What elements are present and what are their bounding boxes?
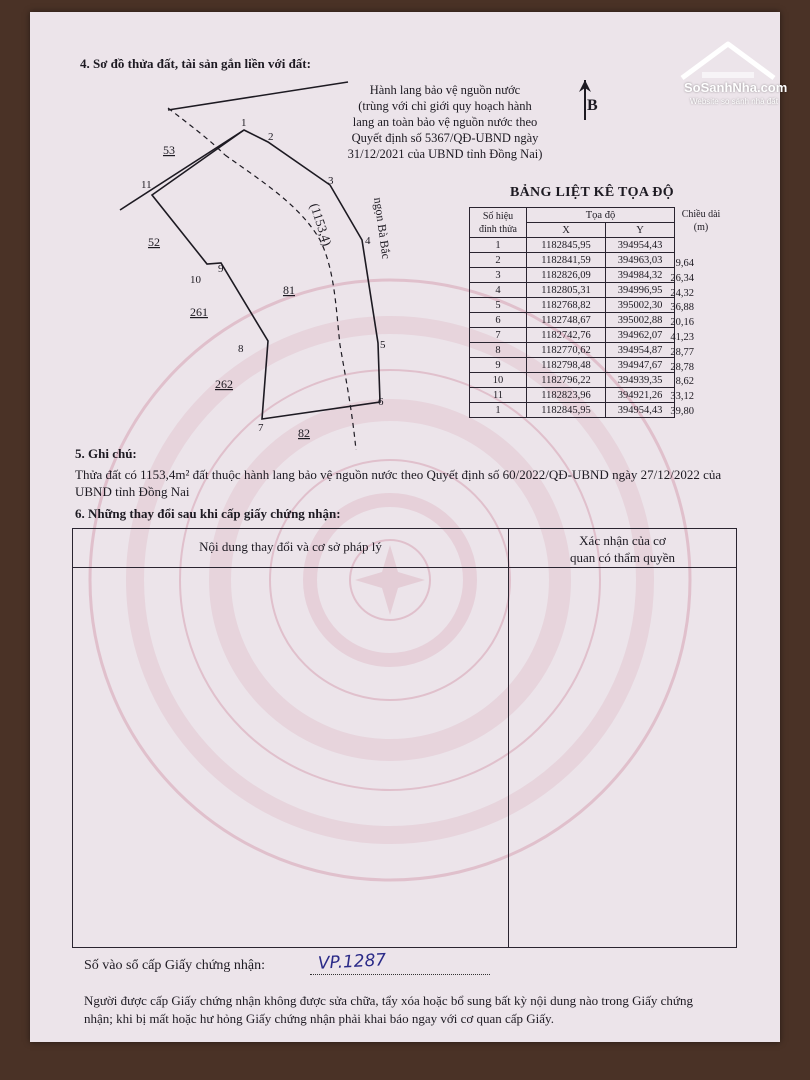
coord-cell-p: 1: [470, 238, 527, 253]
coord-cell-y: 394939,35: [606, 373, 675, 388]
map-vertex-label: 10: [190, 274, 201, 286]
coord-cell-p: 11: [470, 388, 527, 403]
north-arrow-letter: B: [587, 97, 598, 114]
coord-cell-y: 394963,03: [606, 253, 675, 268]
neighbor-parcel-label: 53: [163, 143, 175, 157]
segment-length: 28,77: [670, 346, 694, 358]
segment-length: 8,62: [675, 376, 694, 388]
coord-cell-p: 8: [470, 343, 527, 358]
coord-header-x: X: [527, 223, 606, 238]
segment-length: 20,16: [670, 317, 694, 329]
coord-cell-y: 394954,43: [606, 238, 675, 253]
corridor-note-line: Hành lang bảo vệ nguồn nước: [369, 83, 521, 97]
coord-cell-x: 1182845,95: [527, 238, 606, 253]
neighbor-parcel-label: 261: [190, 305, 208, 319]
neighbor-parcel-label: 82: [298, 426, 310, 440]
changes-header-divider: [73, 567, 736, 568]
stream-label: ngọn Bà Bắc: [371, 196, 394, 260]
registry-label: Số vào sổ cấp Giấy chứng nhận:: [84, 958, 265, 973]
corridor-note-line: (trùng với chỉ giới quy hoạch hành: [358, 99, 532, 113]
neighbor-parcel-label: 262: [215, 377, 233, 391]
coord-cell-x: 1182796,22: [527, 373, 606, 388]
map-vertex-label: 4: [365, 235, 371, 247]
coord-cell-y: 394996,95: [606, 283, 675, 298]
coord-cell-p: 9: [470, 358, 527, 373]
coord-cell-x: 1182841,59: [527, 253, 606, 268]
coord-cell-y: 395002,30: [606, 298, 675, 313]
segment-lengths: [660, 258, 694, 421]
segment-length: 33,12: [670, 391, 694, 403]
corridor-note-line: 31/12/2021 của UBND tỉnh Đồng Nai): [347, 147, 543, 161]
changes-table: [72, 528, 737, 948]
coord-row: [470, 238, 726, 253]
coord-cell-p: 6: [470, 313, 527, 328]
coord-cell-p: 7: [470, 328, 527, 343]
coord-cell-p: 3: [470, 268, 527, 283]
parcel-map: [0, 0, 470, 460]
coord-header-length: Chiều dài (m): [681, 208, 721, 233]
coord-cell-x: 1182823,96: [527, 388, 606, 403]
map-vertex-label: 8: [238, 343, 244, 355]
coord-cell-x: 1182826,09: [527, 268, 606, 283]
segment-length: 24,32: [670, 287, 694, 299]
coord-cell-y: 394921,26: [606, 388, 675, 403]
watermark-brand: SoSanhNha.com: [684, 80, 788, 95]
map-vertex-label: 7: [258, 422, 264, 434]
coord-cell-x: 1182845,95: [527, 403, 606, 418]
coord-cell-y: 394962,07: [606, 328, 675, 343]
north-arrow-icon: [574, 78, 596, 122]
map-vertex-label: 5: [380, 339, 386, 351]
coord-cell-y: 394954,43: [606, 403, 675, 418]
coord-cell-y: 395002,88: [606, 313, 675, 328]
coord-cell-p: 2: [470, 253, 527, 268]
segment-length: 36,88: [670, 302, 694, 314]
neighbor-parcel-label: 81: [283, 283, 295, 297]
segment-length: 9,64: [675, 258, 694, 269]
map-vertex-label: 11: [141, 179, 152, 191]
segment-length: 39,80: [670, 405, 694, 417]
coord-cell-x: 1182742,76: [527, 328, 606, 343]
segment-length: 28,78: [670, 361, 694, 373]
coord-cell-p: 10: [470, 373, 527, 388]
parcel-area-label: (1153,4): [307, 201, 335, 248]
coord-header-point: Số hiệu đỉnh thửa: [470, 208, 527, 238]
coord-cell-p: 4: [470, 283, 527, 298]
corridor-note-line: Quyết định số 5367/QĐ-UBND ngày: [351, 131, 539, 145]
map-vertex-label: 1: [241, 117, 247, 129]
map-vertex-label: 3: [328, 175, 334, 187]
map-vertex-label: 9: [218, 263, 224, 275]
coord-length-spacer: [675, 238, 726, 253]
coord-header-y: Y: [606, 223, 675, 238]
coord-cell-p: 1: [470, 403, 527, 418]
registry-handwritten-number: VP.1287: [317, 950, 387, 974]
coord-cell-p: 5: [470, 298, 527, 313]
registry-dotted-line: [310, 974, 490, 975]
coord-cell-x: 1182805,31: [527, 283, 606, 298]
coord-cell-x: 1182768,82: [527, 298, 606, 313]
changes-header-confirmation-line: Xác nhận của cơ: [579, 533, 666, 548]
changes-header-content: Nội dung thay đổi và cơ sở pháp lý: [199, 539, 382, 554]
coord-cell-y: 394947,67: [606, 358, 675, 373]
coord-header-coords: Tọa độ: [527, 208, 675, 223]
coord-table-title: BẢNG LIỆT KÊ TỌA ĐỘ: [510, 185, 674, 200]
coord-cell-y: 394984,32: [606, 268, 675, 283]
coord-cell-x: 1182798,48: [527, 358, 606, 373]
changes-column-divider: [508, 529, 509, 947]
watermark-tagline: Website so sánh nhà đất: [690, 97, 778, 106]
map-vertex-label: 6: [378, 396, 384, 408]
corridor-note-line: lang an toàn bảo vệ nguồn nước theo: [352, 115, 538, 129]
section-5-title: 5. Ghi chú:: [75, 446, 137, 461]
neighbor-parcel-label: 52: [148, 235, 160, 249]
changes-header-confirmation-line: quan có thẩm quyền: [569, 550, 676, 565]
map-vertex-label: 2: [268, 131, 274, 143]
coord-cell-x: 1182770,62: [527, 343, 606, 358]
coord-cell-y: 394954,87: [606, 343, 675, 358]
section-4-title: 4. Sơ đồ thửa đất, tài sản gắn liền với đất:: [80, 56, 311, 71]
footer-warning: Người được cấp Giấy chứng nhận không được sửa chữa, tẩy xóa hoặc bổ sung bất kỳ nội dung nào trong Giấy chứng nhận; khi bị mất hoặc hư hỏng Giấy chứng nhận phải khai báo ngay với cơ quan cấp Giấy.: [84, 993, 693, 1026]
segment-length: 41,23: [670, 331, 694, 343]
changes-header-confirmation: [509, 532, 736, 566]
coord-cell-x: 1182748,67: [527, 313, 606, 328]
section-5-text: Thửa đất có 1153,4m² đất thuộc hành lang bảo vệ nguồn nước theo Quyết định số 60/2022/QĐ-UBND ngày 27/12/2022 của UBND tỉnh Đồng Nai: [75, 467, 722, 499]
segment-length: 26,34: [670, 272, 694, 284]
section-6-title: 6. Những thay đổi sau khi cấp giấy chứng nhận:: [75, 506, 341, 521]
